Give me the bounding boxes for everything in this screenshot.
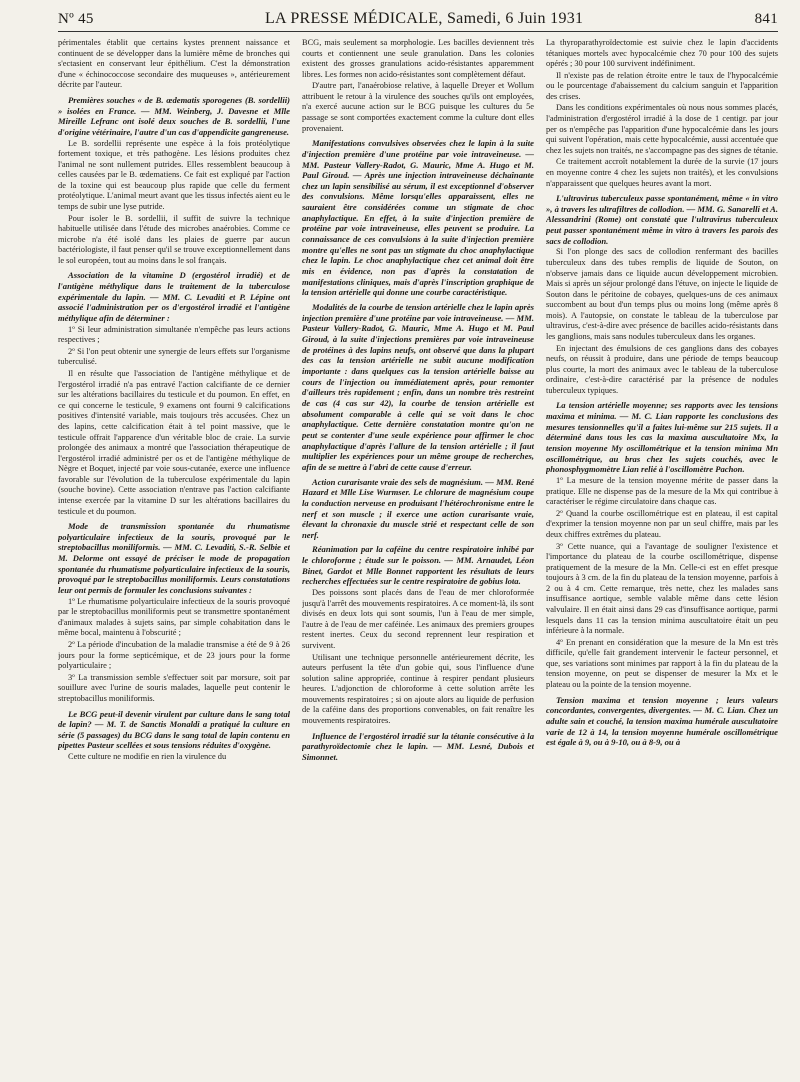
paragraph: En injectant des émulsions de ces ganglions dans des cobayes neufs, on réussit à produire, dans une période de temps beaucoup plus courte, la mort des animaux avec le tableau de la tuberculose ordinaire, c'est-à-dire caractérisé par la présence de nodules tuberculeux typiques. (546, 343, 778, 395)
paragraph: Ce traitement accroît notablement la durée de la survie (17 jours en moyenne contre 4 chez les sujets non traités), et les convulsions n'apparaissent que quelques heures avant la mort. (546, 157, 778, 188)
paragraph: Dans les conditions expérimentales où nous nous sommes placés, l'administration d'ergostérol irradié à la dose de 1 centigr. par jour per os n'empêche pas l'apparition d'une hypocalcémie dans les jours qui suivent l'opération, mais cette hypocalcémie, aussi accentuée que chez les sujets non traités, ne s'accompagne pas des signes de tétanie. (546, 103, 778, 155)
column-3 (546, 38, 778, 1078)
list-item: 3º Cette nuance, qui a l'avantage de souligner l'existence et l'importance du plateau de la courbe oscillométrique, dispense pratiquement de la mesure de la Mn. Celle-ci est en effet presque toujours à 3 cm. de la fin du plateau de la tension moyenne, parfois à 2 ou à 4 cm. Cette remarque, très nette, chez les malades sans insuffisance aortique, semble valable même dans cette lésion valvulaire. Il en était ainsi dans 29 cas d'insuffisance aortique, parmi lesquels dans 11 cas la tension minima auscultatoire était un peu inférieure à la normale. (546, 541, 778, 636)
list-item: 1º La mesure de la tension moyenne mérite de passer dans la pratique. Elle ne dispense pas de la mesure de la Mx qui contribue à caractériser le régime circulatoire dans chaque cas. (546, 476, 778, 507)
paragraph: Pour isoler le B. sordellii, il suffit de suivre la technique habituelle utilisée dans l'étude des microbes anaérobies. Comme ce microbe n'a été isolé dans les plaies de guerre par aucun bactériologiste, il faut penser qu'il se trouve exceptionnellement dans le sol européen, tout au moins dans le sol français. (58, 213, 290, 265)
section-heading: Influence de l'ergostérol irradié sur la tétanie consécutive à la parathyroïdectomie chez le lapin. — MM. Lesné, Dubois et Simonnet. (302, 730, 534, 762)
paragraph: Le B. sordellii représente une espèce à la fois protéolytique fortement toxique, et très pathogène. Les lésions produites chez l'animal ne sont nullement putrides. Elles ressemblent beaucoup à celles causées par le B. œdematiens. Ce fait est expliqué par l'action de la toxine qui est beaucoup plus rapide que celle du ferment protéolytique. L'animal meurt avant que les tissus infectés aient eu le temps de subir une lyse putride. (58, 138, 290, 211)
paragraph: BCG, mais seulement sa morphologie. Les bacilles deviennent très courts et contiennent une seule granulation. Dans les colonies existent des grosses granulations acido-résistantes apparemment libres. Les formes non acido-résistantes sont complètement défaut. (302, 38, 534, 79)
section-heading: Le BCG peut-il devenir virulent par culture dans le sang total de lapin? — M. T. de Sanctis Monaldi a pratiqué la culture en série (5 passages) du BCG dans le sang total de lapin contenu en pipettes Pasteur scellées et sous tensions réduites d'oxygène. (58, 708, 290, 751)
paragraph: périmentales établit que certains kystes prennent naissance et continuent de se développer dans la lumière même de bronches qui s'ectasient en conservant leur épithélium. C'est la démonstration d'une « échinococcose secondaire des muqueuses », antérieurement décrite par l'auteur. (58, 38, 290, 90)
paragraph: Des poissons sont placés dans de l'eau de mer chloroformée jusqu'à l'arrêt des mouvements respiratoires. A ce moment-là, ils sont divisés en deux lots qui sont soumis, l'un à l'eau de mer simple, l'autre à de l'eau de mer caféinée. Les animaux des premiers groupes restent inertes. Ceux du second reprennent leur respiration et survivent. (302, 588, 534, 650)
section-heading: La tension artérielle moyenne; ses rapports avec les tensions maxima et minima. — M. C. Lian rapporte les conclusions des mesures tensionnelles qu'il a faites lui-même sur 215 sujets. Il a déterminé dans tous les cas la maxima auscultatoire Mx, la tension moyenne My oscillométrique et la tension minima Mn oscillométrique, au bras chez les sujets couchés, avec le phonosphygmomètre Lian relié à l'oscillomètre Pachon. (546, 400, 778, 475)
paragraph: La thyroparathyroïdectomie est suivie chez le lapin d'accidents tétaniques mortels avec hypocalcémie chez 70 pour 100 des sujets opérés ; 30 pour 100 survivent indéfiniment. (546, 38, 778, 69)
page-number: 841 (754, 11, 778, 27)
paragraph: Utilisant une technique personnelle antérieurement décrite, les auteurs perfusent la tête d'un gobie qui, sous l'influence d'une solution saline appropriée, continue à respirer pendant plusieurs heures. L'adjonction de chloroforme à cette solution arrête les mouvements respiratoires ; si on ajoute alors au liquide de perfusion de la caféine dans des proportions convenables, on fait renaître les mouvements respiratoires. (302, 652, 534, 726)
section-heading: Réanimation par la caféine du centre respiratoire inhibé par le chloroforme ; étude sur le poisson. — MM. Arnaudet, Léon Binet, Gardot et Mlle Bonnet rapportent les résultats de leurs recherches effectuées sur le centre respiratoire de gobius lota. (302, 544, 534, 587)
article-columns (58, 38, 778, 1078)
section-heading: Mode de transmission spontanée du rhumatisme polyarticulaire infectieux de la souris, provoqué par le streptobacillus moniliformis. — MM. C. Levaditi, S.-R. Selbie et M. Delorme ont essayé de préciser le mode de propagation spontanée du rhumatisme polyarticulaire infectieux de la souris, provoqué par le streptobacillus moniliformis. Leurs constatations leur ont permis de formuler les conclusions suivantes : (58, 521, 290, 596)
list-item: 4º En prenant en considération que la mesure de la Mn est très difficile, qu'elle fait grandement intervenir le facteur personnel, et que, ses variations sont minimes par rapport à la fin du plateau de la tension moyenne, on peut se dispenser de mesurer la Mx et le plateau ou la pointe de la tension moyenne. (546, 637, 778, 690)
issue-number: Nº 45 (58, 11, 94, 27)
paragraph: D'autre part, l'anaérobiose relative, à laquelle Dreyer et Wollum attribuent le retour à la virulence des souches qu'ils ont employées, n'a exercé aucune action sur le BCG puisque les cultures du 5e passage se sont comportées exactement comme la culture dont elles provenaient. (302, 81, 534, 133)
paragraph: Si l'on plonge des sacs de collodion renfermant des bacilles tuberculeux dans des tubes remplis de liquide de Souton, on n'observe jamais dans ce liquide aucun développement microbien. Mais si après un séjour prolongé dans l'étuve, on injecte le liquide de Souton dans le péritoine de cobayes, quelques-uns de ces animaux succombent au bout d'un temps plus ou moins long (même après 8 mois). A l'autopsie, on constate le tableau de la tuberculose par ultravirus, c'est-à-dire avec présence de bacilles acido-résistants dans les ganglions, mais sans nodules tuberculeux dans les organes. (546, 247, 778, 341)
list-item: 3º La transmission semble s'effectuer soit par morsure, soit par souillure avec l'urine de souris malades, laquelle peut contenir le streptobacillus moniliformis. (58, 672, 290, 703)
column-2 (302, 38, 534, 1078)
section-heading: Premières souches « de B. œdematis sporogenes (B. sordellii) » isolées en France. — MM. Weinberg, J. Davesne et Mlle Mireille Lefranc ont isolé deux souches de B. sordellii, l'une d'origine vétérinaire, l'autre d'un cas d'appendicite gangreneuse. (58, 94, 290, 137)
section-heading: Tension maxima et tension moyenne ; leurs valeurs concordantes, convergentes, divergentes. — M. C. Lian. Chez un adulte sain et couché, la tension maxima humérale auscultatoire varie de 12 à 14, la tension moyenne humérale oscillométrique est égale à 9, ou à 9-10, ou à 8-9, ou à (546, 694, 778, 748)
column-1 (58, 38, 290, 1078)
journal-title: LA PRESSE MÉDICALE, Samedi, 6 Juin 1931 (264, 10, 584, 27)
section-heading: L'ultravirus tuberculeux passe spontanément, même « in vitro », à travers les ultrafiltres de collodion. — MM. G. Sanarelli et A. Alessandrini (Rome) ont constaté que l'ultravirus tuberculeux peut passer spontanément même in vitro à travers les parois des sacs de collodion. (546, 193, 778, 246)
section-heading: Modalités de la courbe de tension artérielle chez le lapin après injection première d'une protéine par voie intraveineuse. — MM. Pasteur Vallery-Radot, G. Mauric, Mme A. Hugo et M. Paul Giroud, à la suite d'injections premières par voie intraveineuse de protéines à des lapins neufs, ont observé que dans la plupart des cas la tension artérielle ne subit aucune modification importante : dans quelques cas la tension artérielle baisse au cours de l'injection ou immédiatement après, pour remonter d'ailleurs très rapidement ; enfin, dans un nombre très restreint de cas (4 cas sur 42), la courbe de tension artérielle est absolument comparable à celle qui se voit dans le choc anaphylactique. Cette dernière constatation montre qu'on ne peut se contenter d'une seule expérience pour affirmer le choc anaphylactique d'après l'allure de la tension artérielle ; il faut multiplier les expériences pour un même groupe de recherches, afin de se mettre à l'abri de cette cause d'erreur. (302, 302, 534, 472)
section-heading: Manifestations convulsives observées chez le lapin à la suite d'injection première d'une protéine par voie intraveineuse. — MM. Pasteur Vallery-Radot, G. Mauric, Mme A. Hugo et M. Paul Giroud. — Après une injection intraveineuse déchaînante chez un lapin sensibilisé au sérum, il est exceptionnel d'observer des convulsions. Même lorsqu'elles apparaissent, elles ne sauraient être considérées comme un stigmate de choc anaphylactique. En effet, à la suite d'injection première de protéine par voie intraveineuse, elles peuvent se produire. La connaissance de ces convulsions à la suite d'injection première montre qu'elles ne sont pas un stigmate du choc anaphylactique chez le lapin. Le choc anaphylactique chez cet animal doit être mis en évidence, non pas d'après la constatation de manifestations cliniques, mais d'après l'inscription graphique de la tension artérielle qui donne une courbe caractéristique. (302, 138, 534, 298)
section-heading: Action curarisante vraie des sels de magnésium. — MM. René Hazard et Mlle Lise Wurmser. Le chlorure de magnésium coupe la conduction nerveuse en produisant l'hétérochronisme entre le nerf et son muscle ; il exerce une action curarisante vraie, élevant la chronaxie du muscle strié et respectant celle de son nerf. (302, 476, 534, 540)
list-item: 1º Si leur administration simultanée n'empêche pas leurs actions respectives ; (58, 324, 290, 345)
list-item: 2º Si l'on peut obtenir une synergie de leurs effets sur l'organisme tuberculisé. (58, 346, 290, 367)
list-item: 2º Quand la courbe oscillométrique est en plateau, il est capital d'exprimer la tension moyenne non par un seul chiffre, mais par les deux chiffres extrêmes du plateau. (546, 508, 778, 539)
list-item: 1º Le rhumatisme polyarticulaire infectieux de la souris provoqué par le streptobacillus moniliformis peut se transmettre spontanément d'animaux malades à sujets sains, par simple cohabitation dans le même bocal, maintenu à l'obscurité ; (58, 596, 290, 638)
list-item: 2º La période d'incubation de la maladie transmise a été de 9 à 26 jours pour la forme septicémique, et de 23 jours pour la forme polyarticulaire ; (58, 640, 290, 671)
paragraph: Il n'existe pas de relation étroite entre le taux de l'hypocalcémie ou le pourcentage d'abaissement du calcium sanguin et l'apparition des crises. (546, 70, 778, 101)
page-header (58, 10, 778, 32)
section-heading: Association de la vitamine D (ergostérol irradié) et de l'antigène méthylique dans le traitement de la tuberculose expérimentale du lapin. — MM. C. Levaditi et P. Lépine ont associé l'administration per os d'ergostérol irradié et l'antigène méthylique afin de déterminer : (58, 270, 290, 324)
paragraph: Cette culture ne modifie en rien la virulence du (68, 752, 227, 762)
paragraph: Il en résulte que l'association de l'antigène méthylique et de l'ergostérol irradié n'a pas entravé l'action calcifiante de ce dernier sur les altérations bacillaires du testicule et du poumon. En effet, en ce qui concerne le testicule, 9 examens ont fourni 9 calcifications positives d'intensité variable, mais toujours très accusées. Chez un des lapins, cette calcification était à tel point massive, que le testicule offrait l'apparence d'un véritable bloc de craie. La survie prolongée des animaux a montré que l'association thérapeutique de l'ergostérol irradié administré per os et de l'antigène méthylique de Nègre et Boquet, injecté par voie sous-cutanée, exerce une influence favorable sur l'évolution de la tuberculose expérimentale du lapin (souche bovine). Cette association n'entrave pas l'action calcifiante intense exercée par la vitamine D sur les altérations bacillaires du testicule et du poumon. (58, 369, 290, 516)
